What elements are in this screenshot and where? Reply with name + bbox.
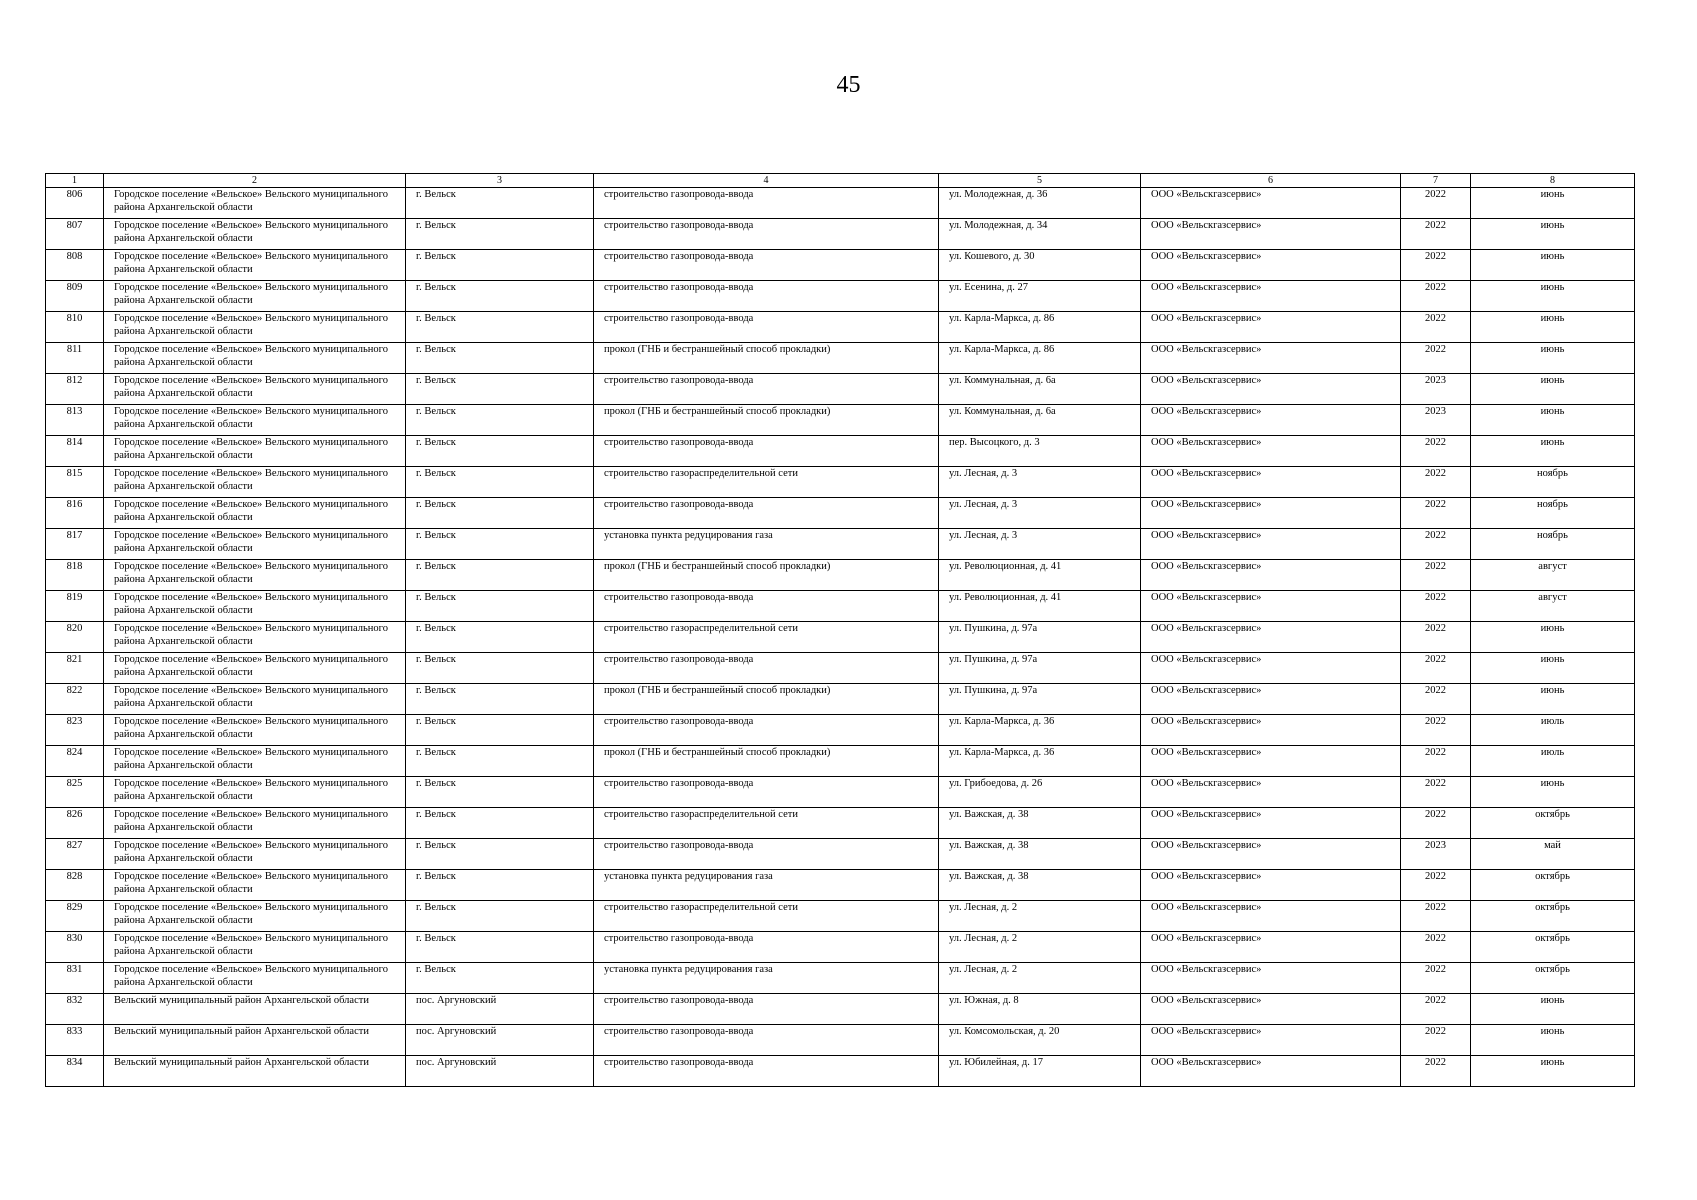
- municipality-cell: Городское поселение «Вельское» Вельского муниципального района Архангельской области: [104, 932, 406, 963]
- organization-cell: ООО «Вельскгазсервис»: [1141, 436, 1401, 467]
- year-cell: 2022: [1401, 498, 1471, 529]
- locality-cell: г. Вельск: [406, 684, 594, 715]
- locality-cell: г. Вельск: [406, 963, 594, 994]
- locality-cell: пос. Аргуновский: [406, 994, 594, 1025]
- address-cell: ул. Важская, д. 38: [939, 870, 1141, 901]
- table-row: [46, 715, 1635, 746]
- column-header: 8: [1471, 174, 1635, 188]
- row-number-cell: 811: [46, 343, 104, 374]
- month-cell: июнь: [1471, 622, 1635, 653]
- row-number-cell: 815: [46, 467, 104, 498]
- month-cell: июнь: [1471, 405, 1635, 436]
- organization-cell: ООО «Вельскгазсервис»: [1141, 777, 1401, 808]
- column-header: 3: [406, 174, 594, 188]
- work-type-cell: строительство газопровода-ввода: [594, 374, 939, 405]
- month-cell: ноябрь: [1471, 529, 1635, 560]
- year-cell: 2023: [1401, 839, 1471, 870]
- municipality-cell: Городское поселение «Вельское» Вельского муниципального района Архангельской области: [104, 529, 406, 560]
- year-cell: 2022: [1401, 932, 1471, 963]
- table-row: [46, 560, 1635, 591]
- work-type-cell: строительство газопровода-ввода: [594, 994, 939, 1025]
- address-cell: ул. Лесная, д. 3: [939, 467, 1141, 498]
- table-row: [46, 963, 1635, 994]
- year-cell: 2022: [1401, 777, 1471, 808]
- row-number-cell: 814: [46, 436, 104, 467]
- organization-cell: ООО «Вельскгазсервис»: [1141, 653, 1401, 684]
- address-cell: ул. Молодежная, д. 34: [939, 219, 1141, 250]
- work-type-cell: строительство газопровода-ввода: [594, 839, 939, 870]
- work-type-cell: прокол (ГНБ и бестраншейный способ прокладки): [594, 560, 939, 591]
- year-cell: 2022: [1401, 870, 1471, 901]
- month-cell: июнь: [1471, 1056, 1635, 1087]
- year-cell: 2022: [1401, 715, 1471, 746]
- address-cell: ул. Карла-Маркса, д. 86: [939, 312, 1141, 343]
- address-cell: ул. Коммунальная, д. 6а: [939, 374, 1141, 405]
- column-number-row: [46, 174, 1635, 188]
- address-cell: ул. Юбилейная, д. 17: [939, 1056, 1141, 1087]
- column-header: 6: [1141, 174, 1401, 188]
- organization-cell: ООО «Вельскгазсервис»: [1141, 374, 1401, 405]
- table-row: [46, 374, 1635, 405]
- table-row: [46, 808, 1635, 839]
- address-cell: ул. Лесная, д. 3: [939, 498, 1141, 529]
- year-cell: 2022: [1401, 653, 1471, 684]
- municipality-cell: Городское поселение «Вельское» Вельского муниципального района Архангельской области: [104, 684, 406, 715]
- work-type-cell: строительство газопровода-ввода: [594, 281, 939, 312]
- work-type-cell: установка пункта редуцирования газа: [594, 529, 939, 560]
- organization-cell: ООО «Вельскгазсервис»: [1141, 963, 1401, 994]
- year-cell: 2022: [1401, 808, 1471, 839]
- row-number-cell: 823: [46, 715, 104, 746]
- row-number-cell: 812: [46, 374, 104, 405]
- organization-cell: ООО «Вельскгазсервис»: [1141, 250, 1401, 281]
- locality-cell: г. Вельск: [406, 498, 594, 529]
- work-type-cell: строительство газопровода-ввода: [594, 653, 939, 684]
- municipality-cell: Вельский муниципальный район Архангельской области: [104, 994, 406, 1025]
- month-cell: июнь: [1471, 281, 1635, 312]
- row-number-cell: 832: [46, 994, 104, 1025]
- table-row: [46, 901, 1635, 932]
- row-number-cell: 834: [46, 1056, 104, 1087]
- municipality-cell: Городское поселение «Вельское» Вельского муниципального района Архангельской области: [104, 498, 406, 529]
- organization-cell: ООО «Вельскгазсервис»: [1141, 405, 1401, 436]
- locality-cell: г. Вельск: [406, 839, 594, 870]
- locality-cell: г. Вельск: [406, 250, 594, 281]
- row-number-cell: 825: [46, 777, 104, 808]
- municipality-cell: Городское поселение «Вельское» Вельского муниципального района Архангельской области: [104, 963, 406, 994]
- work-type-cell: строительство газопровода-ввода: [594, 715, 939, 746]
- year-cell: 2022: [1401, 312, 1471, 343]
- work-type-cell: строительство газораспределительной сети: [594, 808, 939, 839]
- year-cell: 2023: [1401, 374, 1471, 405]
- table-row: [46, 839, 1635, 870]
- table-row: [46, 467, 1635, 498]
- locality-cell: г. Вельск: [406, 219, 594, 250]
- month-cell: июнь: [1471, 1025, 1635, 1056]
- municipality-cell: Городское поселение «Вельское» Вельского муниципального района Архангельской области: [104, 219, 406, 250]
- locality-cell: г. Вельск: [406, 467, 594, 498]
- organization-cell: ООО «Вельскгазсервис»: [1141, 1056, 1401, 1087]
- address-cell: ул. Грибоедова, д. 26: [939, 777, 1141, 808]
- locality-cell: пос. Аргуновский: [406, 1025, 594, 1056]
- table-row: [46, 498, 1635, 529]
- month-cell: октябрь: [1471, 932, 1635, 963]
- organization-cell: ООО «Вельскгазсервис»: [1141, 932, 1401, 963]
- month-cell: июнь: [1471, 312, 1635, 343]
- municipality-cell: Городское поселение «Вельское» Вельского муниципального района Архангельской области: [104, 622, 406, 653]
- row-number-cell: 826: [46, 808, 104, 839]
- row-number-cell: 816: [46, 498, 104, 529]
- row-number-cell: 822: [46, 684, 104, 715]
- work-type-cell: прокол (ГНБ и бестраншейный способ прокладки): [594, 405, 939, 436]
- month-cell: июнь: [1471, 653, 1635, 684]
- table-row: [46, 312, 1635, 343]
- locality-cell: г. Вельск: [406, 591, 594, 622]
- month-cell: август: [1471, 591, 1635, 622]
- table-row: [46, 684, 1635, 715]
- work-type-cell: строительство газопровода-ввода: [594, 312, 939, 343]
- row-number-cell: 829: [46, 901, 104, 932]
- row-number-cell: 808: [46, 250, 104, 281]
- municipality-cell: Городское поселение «Вельское» Вельского муниципального района Архангельской области: [104, 746, 406, 777]
- table-row: [46, 870, 1635, 901]
- municipality-cell: Городское поселение «Вельское» Вельского муниципального района Архангельской области: [104, 312, 406, 343]
- locality-cell: г. Вельск: [406, 374, 594, 405]
- month-cell: октябрь: [1471, 870, 1635, 901]
- address-cell: ул. Карла-Маркса, д. 36: [939, 715, 1141, 746]
- locality-cell: г. Вельск: [406, 808, 594, 839]
- work-type-cell: строительство газопровода-ввода: [594, 250, 939, 281]
- municipality-cell: Городское поселение «Вельское» Вельского муниципального района Архангельской области: [104, 467, 406, 498]
- month-cell: ноябрь: [1471, 467, 1635, 498]
- year-cell: 2022: [1401, 963, 1471, 994]
- table-row: [46, 188, 1635, 219]
- address-cell: ул. Карла-Маркса, д. 36: [939, 746, 1141, 777]
- work-type-cell: строительство газораспределительной сети: [594, 467, 939, 498]
- year-cell: 2022: [1401, 1025, 1471, 1056]
- organization-cell: ООО «Вельскгазсервис»: [1141, 746, 1401, 777]
- organization-cell: ООО «Вельскгазсервис»: [1141, 622, 1401, 653]
- row-number-cell: 807: [46, 219, 104, 250]
- month-cell: октябрь: [1471, 963, 1635, 994]
- row-number-cell: 833: [46, 1025, 104, 1056]
- address-cell: ул. Пушкина, д. 97а: [939, 653, 1141, 684]
- address-cell: ул. Коммунальная, д. 6а: [939, 405, 1141, 436]
- month-cell: май: [1471, 839, 1635, 870]
- address-cell: ул. Важская, д. 38: [939, 808, 1141, 839]
- municipality-cell: Городское поселение «Вельское» Вельского муниципального района Архангельской области: [104, 405, 406, 436]
- table-row: [46, 994, 1635, 1025]
- table-row: [46, 529, 1635, 560]
- work-type-cell: строительство газопровода-ввода: [594, 219, 939, 250]
- locality-cell: г. Вельск: [406, 653, 594, 684]
- month-cell: июнь: [1471, 374, 1635, 405]
- locality-cell: г. Вельск: [406, 746, 594, 777]
- table-row: [46, 436, 1635, 467]
- address-cell: ул. Лесная, д. 2: [939, 963, 1141, 994]
- work-type-cell: строительство газопровода-ввода: [594, 188, 939, 219]
- locality-cell: г. Вельск: [406, 281, 594, 312]
- organization-cell: ООО «Вельскгазсервис»: [1141, 839, 1401, 870]
- table-row: [46, 281, 1635, 312]
- locality-cell: г. Вельск: [406, 901, 594, 932]
- municipality-cell: Вельский муниципальный район Архангельской области: [104, 1025, 406, 1056]
- row-number-cell: 830: [46, 932, 104, 963]
- month-cell: август: [1471, 560, 1635, 591]
- column-header: 1: [46, 174, 104, 188]
- month-cell: июнь: [1471, 994, 1635, 1025]
- address-cell: ул. Лесная, д. 3: [939, 529, 1141, 560]
- organization-cell: ООО «Вельскгазсервис»: [1141, 901, 1401, 932]
- locality-cell: г. Вельск: [406, 529, 594, 560]
- organization-cell: ООО «Вельскгазсервис»: [1141, 715, 1401, 746]
- address-cell: ул. Карла-Маркса, д. 86: [939, 343, 1141, 374]
- locality-cell: г. Вельск: [406, 188, 594, 219]
- municipality-cell: Городское поселение «Вельское» Вельского муниципального района Архангельской области: [104, 591, 406, 622]
- municipality-cell: Городское поселение «Вельское» Вельского муниципального района Архангельской области: [104, 374, 406, 405]
- year-cell: 2022: [1401, 436, 1471, 467]
- municipality-cell: Городское поселение «Вельское» Вельского муниципального района Архангельской области: [104, 281, 406, 312]
- municipality-cell: Городское поселение «Вельское» Вельского муниципального района Архангельской области: [104, 870, 406, 901]
- table-body: [46, 188, 1635, 1087]
- table-row: [46, 591, 1635, 622]
- year-cell: 2022: [1401, 219, 1471, 250]
- table-row: [46, 250, 1635, 281]
- table-row: [46, 746, 1635, 777]
- municipality-cell: Городское поселение «Вельское» Вельского муниципального района Архангельской области: [104, 560, 406, 591]
- work-type-cell: установка пункта редуцирования газа: [594, 870, 939, 901]
- table-row: [46, 1056, 1635, 1087]
- row-number-cell: 806: [46, 188, 104, 219]
- address-cell: ул. Молодежная, д. 36: [939, 188, 1141, 219]
- address-cell: ул. Лесная, д. 2: [939, 901, 1141, 932]
- organization-cell: ООО «Вельскгазсервис»: [1141, 498, 1401, 529]
- year-cell: 2022: [1401, 901, 1471, 932]
- month-cell: июнь: [1471, 777, 1635, 808]
- work-type-cell: строительство газопровода-ввода: [594, 777, 939, 808]
- month-cell: июнь: [1471, 684, 1635, 715]
- row-number-cell: 818: [46, 560, 104, 591]
- table-row: [46, 653, 1635, 684]
- year-cell: 2023: [1401, 405, 1471, 436]
- municipality-cell: Городское поселение «Вельское» Вельского муниципального района Архангельской области: [104, 250, 406, 281]
- year-cell: 2022: [1401, 560, 1471, 591]
- column-header: 5: [939, 174, 1141, 188]
- row-number-cell: 820: [46, 622, 104, 653]
- row-number-cell: 831: [46, 963, 104, 994]
- row-number-cell: 817: [46, 529, 104, 560]
- work-type-cell: строительство газопровода-ввода: [594, 498, 939, 529]
- work-type-cell: прокол (ГНБ и бестраншейный способ прокладки): [594, 684, 939, 715]
- row-number-cell: 809: [46, 281, 104, 312]
- municipality-cell: Вельский муниципальный район Архангельской области: [104, 1056, 406, 1087]
- column-header: 2: [104, 174, 406, 188]
- month-cell: ноябрь: [1471, 498, 1635, 529]
- page-number: 45: [836, 72, 861, 98]
- year-cell: 2022: [1401, 188, 1471, 219]
- locality-cell: г. Вельск: [406, 777, 594, 808]
- organization-cell: ООО «Вельскгазсервис»: [1141, 312, 1401, 343]
- work-type-cell: прокол (ГНБ и бестраншейный способ прокладки): [594, 343, 939, 374]
- municipality-cell: Городское поселение «Вельское» Вельского муниципального района Архангельской области: [104, 808, 406, 839]
- organization-cell: ООО «Вельскгазсервис»: [1141, 994, 1401, 1025]
- month-cell: июнь: [1471, 188, 1635, 219]
- municipality-cell: Городское поселение «Вельское» Вельского муниципального района Архангельской области: [104, 777, 406, 808]
- locality-cell: г. Вельск: [406, 405, 594, 436]
- month-cell: июнь: [1471, 436, 1635, 467]
- year-cell: 2022: [1401, 684, 1471, 715]
- address-cell: ул. Кошевого, д. 30: [939, 250, 1141, 281]
- month-cell: июнь: [1471, 343, 1635, 374]
- locality-cell: г. Вельск: [406, 312, 594, 343]
- work-type-cell: прокол (ГНБ и бестраншейный способ прокладки): [594, 746, 939, 777]
- address-cell: ул. Пушкина, д. 97а: [939, 684, 1141, 715]
- table-row: [46, 777, 1635, 808]
- work-type-cell: строительство газораспределительной сети: [594, 901, 939, 932]
- month-cell: июнь: [1471, 250, 1635, 281]
- row-number-cell: 824: [46, 746, 104, 777]
- address-cell: пер. Высоцкого, д. 3: [939, 436, 1141, 467]
- work-type-cell: строительство газопровода-ввода: [594, 932, 939, 963]
- municipality-cell: Городское поселение «Вельское» Вельского муниципального района Архангельской области: [104, 901, 406, 932]
- work-type-cell: строительство газопровода-ввода: [594, 436, 939, 467]
- locality-cell: г. Вельск: [406, 343, 594, 374]
- work-type-cell: строительство газопровода-ввода: [594, 1025, 939, 1056]
- organization-cell: ООО «Вельскгазсервис»: [1141, 684, 1401, 715]
- table-row: [46, 1025, 1635, 1056]
- municipality-cell: Городское поселение «Вельское» Вельского муниципального района Архангельской области: [104, 653, 406, 684]
- month-cell: июль: [1471, 715, 1635, 746]
- address-cell: ул. Пушкина, д. 97а: [939, 622, 1141, 653]
- month-cell: июль: [1471, 746, 1635, 777]
- locality-cell: г. Вельск: [406, 436, 594, 467]
- column-header: 4: [594, 174, 939, 188]
- address-cell: ул. Революционная, д. 41: [939, 560, 1141, 591]
- year-cell: 2022: [1401, 529, 1471, 560]
- row-number-cell: 819: [46, 591, 104, 622]
- locality-cell: г. Вельск: [406, 870, 594, 901]
- month-cell: октябрь: [1471, 901, 1635, 932]
- year-cell: 2022: [1401, 467, 1471, 498]
- organization-cell: ООО «Вельскгазсервис»: [1141, 870, 1401, 901]
- organization-cell: ООО «Вельскгазсервис»: [1141, 188, 1401, 219]
- municipality-cell: Городское поселение «Вельское» Вельского муниципального района Архангельской области: [104, 839, 406, 870]
- row-number-cell: 810: [46, 312, 104, 343]
- table-row: [46, 343, 1635, 374]
- locality-cell: г. Вельск: [406, 715, 594, 746]
- address-cell: ул. Есенина, д. 27: [939, 281, 1141, 312]
- address-cell: ул. Революционная, д. 41: [939, 591, 1141, 622]
- organization-cell: ООО «Вельскгазсервис»: [1141, 808, 1401, 839]
- column-header: 7: [1401, 174, 1471, 188]
- municipality-cell: Городское поселение «Вельское» Вельского муниципального района Архангельской области: [104, 436, 406, 467]
- municipality-cell: Городское поселение «Вельское» Вельского муниципального района Архангельской области: [104, 343, 406, 374]
- row-number-cell: 828: [46, 870, 104, 901]
- locality-cell: пос. Аргуновский: [406, 1056, 594, 1087]
- address-cell: ул. Южная, д. 8: [939, 994, 1141, 1025]
- organization-cell: ООО «Вельскгазсервис»: [1141, 467, 1401, 498]
- locality-cell: г. Вельск: [406, 622, 594, 653]
- year-cell: 2022: [1401, 250, 1471, 281]
- organization-cell: ООО «Вельскгазсервис»: [1141, 591, 1401, 622]
- organization-cell: ООО «Вельскгазсервис»: [1141, 343, 1401, 374]
- month-cell: июнь: [1471, 219, 1635, 250]
- year-cell: 2022: [1401, 994, 1471, 1025]
- work-type-cell: установка пункта редуцирования газа: [594, 963, 939, 994]
- organization-cell: ООО «Вельскгазсервис»: [1141, 529, 1401, 560]
- year-cell: 2022: [1401, 746, 1471, 777]
- municipality-cell: Городское поселение «Вельское» Вельского муниципального района Архангельской области: [104, 715, 406, 746]
- year-cell: 2022: [1401, 622, 1471, 653]
- row-number-cell: 813: [46, 405, 104, 436]
- locality-cell: г. Вельск: [406, 560, 594, 591]
- row-number-cell: 827: [46, 839, 104, 870]
- address-cell: ул. Лесная, д. 2: [939, 932, 1141, 963]
- month-cell: октябрь: [1471, 808, 1635, 839]
- address-cell: ул. Важская, д. 38: [939, 839, 1141, 870]
- year-cell: 2022: [1401, 1056, 1471, 1087]
- organization-cell: ООО «Вельскгазсервис»: [1141, 560, 1401, 591]
- locality-cell: г. Вельск: [406, 932, 594, 963]
- table-row: [46, 405, 1635, 436]
- table-row: [46, 622, 1635, 653]
- organization-cell: ООО «Вельскгазсервис»: [1141, 1025, 1401, 1056]
- table-row: [46, 932, 1635, 963]
- organization-cell: ООО «Вельскгазсервис»: [1141, 219, 1401, 250]
- work-type-cell: строительство газопровода-ввода: [594, 1056, 939, 1087]
- year-cell: 2022: [1401, 281, 1471, 312]
- organization-cell: ООО «Вельскгазсервис»: [1141, 281, 1401, 312]
- work-type-cell: строительство газораспределительной сети: [594, 622, 939, 653]
- year-cell: 2022: [1401, 591, 1471, 622]
- year-cell: 2022: [1401, 343, 1471, 374]
- row-number-cell: 821: [46, 653, 104, 684]
- municipality-cell: Городское поселение «Вельское» Вельского муниципального района Архангельской области: [104, 188, 406, 219]
- table-row: [46, 219, 1635, 250]
- address-cell: ул. Комсомольская, д. 20: [939, 1025, 1141, 1056]
- gasification-table: [45, 173, 1635, 1087]
- work-type-cell: строительство газопровода-ввода: [594, 591, 939, 622]
